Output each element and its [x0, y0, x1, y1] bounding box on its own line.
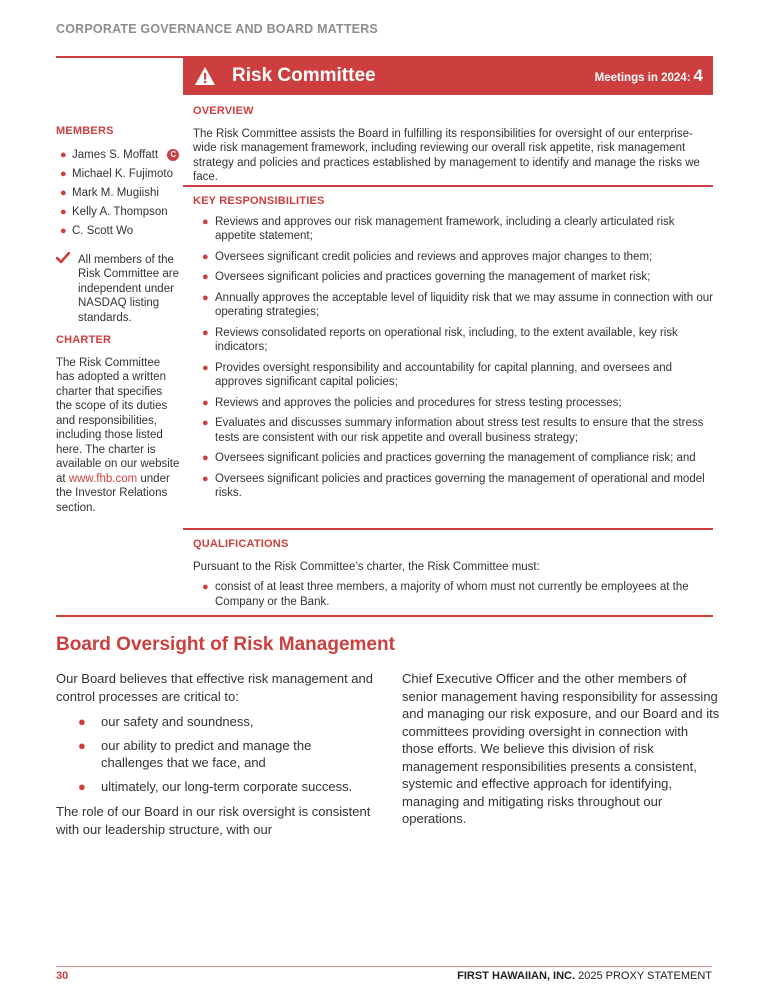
responsibility-item	[193, 215, 713, 244]
charter-text-part: under the Investor Relations section.	[56, 472, 170, 514]
section-divider	[56, 615, 713, 617]
body-column-right	[402, 670, 722, 828]
charter-heading: CHARTER	[56, 334, 112, 346]
member-item	[56, 166, 180, 182]
body-list-item	[56, 737, 376, 772]
qualifications-intro: Pursuant to the Risk Committee’s charter, the Risk Committee must:	[193, 560, 540, 573]
page-section-header: CORPORATE GOVERNANCE AND BOARD MATTERS	[56, 22, 378, 36]
warning-triangle-icon	[194, 66, 216, 86]
body-paragraph: Chief Executive Officer and the other members of senior management having responsibility for assessing and managing our risk exposure, and our Board and its committees providing oversight in connection with those efforts. We believe this division of risk management responsibilities presents a consistent, systemic and effective approach for identifying, managing and mitigating risks throughout our operations.	[402, 671, 720, 826]
bullet-icon: ●	[78, 778, 86, 794]
responsibility-text: Oversees significant credit policies and reviews and approves major changes to them;	[215, 250, 653, 263]
member-name: C. Scott Wo	[72, 224, 134, 237]
bullet-icon: ●	[202, 396, 209, 409]
bullet-icon: ●	[202, 291, 209, 304]
overview-text: The Risk Committee assists the Board in fulfilling its responsibilities for oversight of our enterprise-wide risk management framework, including reviewing our overall risk appetite, risk management strategy and policies and practices established by management to identify and manage the risks we face.	[193, 127, 700, 183]
key-responsibilities-heading: KEY RESPONSIBILITIES	[193, 195, 325, 207]
member-item	[56, 147, 180, 163]
section-title: Board Oversight of Risk Management	[56, 634, 395, 655]
checkmark-icon	[56, 252, 70, 264]
bullet-icon: ●	[78, 714, 86, 729]
qualifications-list	[193, 580, 713, 609]
bullet-icon: ●	[202, 417, 209, 429]
member-item	[56, 204, 180, 220]
members-list	[56, 147, 180, 239]
bullet-icon: ●	[60, 148, 67, 161]
members-heading: MEMBERS	[56, 125, 114, 137]
body-column-left	[56, 670, 376, 838]
body-list-text: our safety and soundness,	[101, 714, 254, 729]
independence-note	[56, 253, 180, 326]
body-list-item	[56, 778, 376, 796]
qualifications-section	[193, 537, 713, 615]
key-responsibilities-section	[193, 194, 713, 507]
bullet-icon: ●	[202, 472, 209, 485]
responsibility-item	[193, 291, 713, 320]
committee-title: Risk Committee	[232, 64, 376, 86]
responsibility-item	[193, 451, 713, 466]
responsibility-item	[193, 250, 713, 265]
body-list-text: ultimately, our long-term corporate success.	[101, 778, 353, 794]
bullet-icon: ●	[202, 271, 209, 283]
responsibility-item	[193, 396, 713, 411]
body-list-item	[56, 713, 376, 731]
page-number: 30	[56, 970, 69, 982]
responsibility-text: Annually approves the acceptable level of liquidity risk that we may assume in connection with our operating strategies;	[215, 291, 713, 318]
member-item	[56, 223, 180, 239]
responsibility-text: Reviews and approves the policies and procedures for stress testing processes;	[215, 396, 622, 409]
footer-rule	[56, 966, 712, 967]
responsibility-text: Evaluates and discusses summary information about stress test results to ensure that the stress tests are consistent with our risk appetite and overall business strategy;	[215, 417, 704, 444]
responsibility-item	[193, 270, 713, 285]
footer-statement: 2025 PROXY STATEMENT	[578, 970, 712, 982]
charter-website-link[interactable]: www.fhb.com	[68, 472, 138, 485]
sidebar-column	[56, 124, 180, 515]
section-divider	[183, 528, 713, 530]
bullet-icon: ●	[202, 250, 209, 263]
section-divider	[183, 185, 713, 187]
committee-banner	[183, 56, 713, 95]
qualifications-heading: QUALIFICATIONS	[193, 538, 289, 550]
responsibility-text: Reviews consolidated reports on operational risk, including, to the extent available, key risk indicators;	[215, 326, 678, 353]
responsibilities-list	[193, 215, 713, 501]
meetings-label: Meetings in 2024:	[594, 71, 691, 84]
chair-badge-icon: C	[167, 149, 179, 161]
charter-text-part: The Risk Committee has adopted a written charter that specifies the scope of its duties and responsibilities, including those listed here. The charter is available on our website at	[56, 356, 180, 485]
responsibility-text: Provides oversight responsibility and accountability for capital planning, and oversees and approves significant capital policies;	[215, 361, 673, 388]
meetings-number: 4	[693, 65, 703, 85]
main-column	[193, 104, 713, 185]
body-bullet-list	[56, 713, 376, 795]
bullet-icon: ●	[60, 224, 67, 237]
responsibility-item	[193, 472, 713, 501]
meetings-count	[595, 66, 703, 86]
member-item	[56, 185, 180, 201]
responsibility-text: Oversees significant policies and practices governing the management of operational and model risks.	[215, 472, 705, 499]
top-rule	[56, 56, 184, 58]
bullet-icon: ●	[202, 581, 209, 593]
independence-text: All members of the Risk Committee are independent under NASDAQ listing standards.	[78, 253, 179, 324]
responsibility-text: Oversees significant policies and practices governing the management of compliance risk; and	[215, 452, 696, 464]
bullet-icon: ●	[202, 326, 209, 339]
responsibility-item	[193, 416, 713, 445]
member-name: Michael K. Fujimoto	[72, 167, 173, 180]
member-name: Mark M. Mugiishi	[72, 186, 159, 199]
responsibility-item	[193, 326, 713, 355]
responsibility-text: Reviews and approves our risk management framework, including a clearly articulated risk appetite statement;	[215, 215, 675, 242]
qualification-item	[193, 580, 713, 609]
bullet-icon: ●	[60, 205, 67, 218]
body-list-text: our ability to predict and manage the challenges that we face, and	[101, 737, 312, 770]
member-name: Kelly A. Thompson	[72, 205, 168, 218]
bullet-icon: ●	[60, 186, 67, 199]
footer-company: FIRST HAWAIIAN, INC.	[457, 970, 576, 982]
overview-heading: OVERVIEW	[193, 105, 254, 117]
body-paragraph: Our Board believes that effective risk management and control processes are critical to:	[56, 671, 373, 704]
charter-text	[56, 356, 180, 516]
bullet-icon: ●	[78, 737, 86, 753]
footer-doc-title	[457, 970, 712, 982]
member-name: James S. Moffatt	[72, 148, 159, 161]
body-paragraph: The role of our Board in our risk oversight is consistent with our leadership structure, with our	[56, 804, 371, 837]
bullet-icon: ●	[60, 167, 67, 180]
qualification-text: consist of at least three members, a majority of whom must not currently be employees at the Company or the Bank.	[215, 581, 689, 608]
responsibility-item	[193, 361, 713, 390]
bullet-icon: ●	[202, 215, 209, 228]
responsibility-text: Oversees significant policies and practices governing the management of market risk;	[215, 271, 651, 283]
bullet-icon: ●	[202, 361, 209, 374]
bullet-icon: ●	[202, 452, 209, 464]
